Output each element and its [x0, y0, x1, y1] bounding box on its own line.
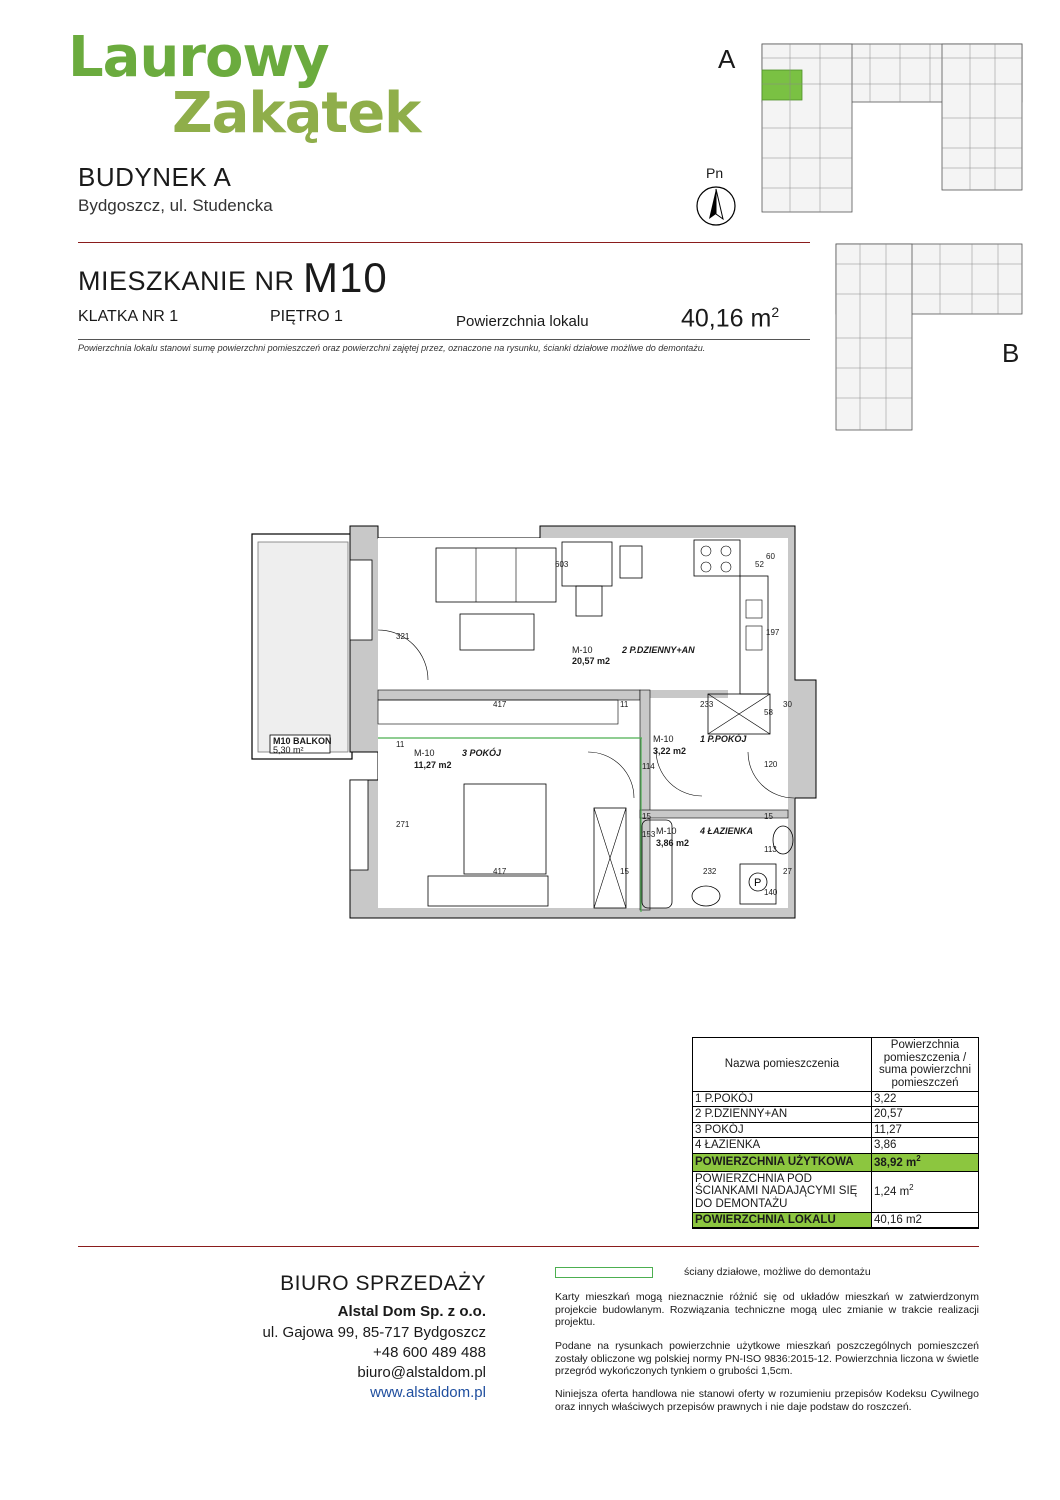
sales-office-address: ul. Gajowa 99, 85-717 Bydgoszcz: [262, 1324, 486, 1341]
room-1-id: M-10: [653, 734, 674, 744]
dimension-label: 58: [764, 708, 773, 717]
usable-area-row: [693, 1154, 979, 1171]
room-area: 3,22: [872, 1091, 979, 1107]
dimension-label: 120: [764, 760, 778, 769]
building-address: Bydgoszcz, ul. Studencka: [78, 196, 273, 215]
room-area: 11,27: [872, 1122, 979, 1138]
svg-text:P: P: [754, 877, 762, 889]
table-header-area: Powierzchnia pomieszczenia / suma powierzchni pomieszczeń: [872, 1038, 979, 1092]
room-name: 4 ŁAZIENKA: [693, 1138, 872, 1154]
dimension-label: 60: [766, 552, 775, 561]
dimension-label: 15: [642, 812, 651, 821]
dimension-label: 11: [620, 700, 629, 709]
dimension-label: 603: [555, 560, 569, 569]
room-1-area: 3,22 m2: [653, 746, 687, 756]
dimension-label: 15: [764, 812, 773, 821]
room-3-id: M-10: [414, 748, 435, 758]
dimension-label: 232: [703, 867, 717, 876]
staircase-number: KLATKA NR 1: [78, 308, 179, 325]
dimension-label: 30: [783, 700, 792, 709]
dimension-label: 114: [642, 762, 655, 771]
room-3-area: 11,27 m2: [414, 760, 452, 770]
table-row: [693, 1122, 979, 1138]
floor-plan: [250, 520, 820, 930]
total-area-row: [693, 1212, 979, 1228]
dimension-label: 140: [764, 888, 778, 897]
walls-area-row: [693, 1171, 979, 1212]
sales-office-email[interactable]: biuro@alstaldom.pl: [357, 1364, 486, 1381]
sales-office-title: BIURO SPRZEDAŻY: [280, 1272, 486, 1295]
removable-wall-legend-swatch: [555, 1267, 653, 1278]
sales-office-website-link[interactable]: www.alstaldom.pl: [370, 1384, 486, 1401]
room-name: 2 P.DZIENNY+AN: [693, 1107, 872, 1123]
balcony-area: 5,30 m²: [273, 745, 304, 755]
dimension-label: 321: [396, 632, 410, 641]
area-divider: [78, 339, 810, 340]
area-value: 40,16 $m^2$: [681, 304, 780, 333]
table-row: [693, 1107, 979, 1123]
dimension-label: 417: [493, 867, 507, 876]
room-name: 3 POKÓJ: [693, 1122, 872, 1138]
room-area: 3,86: [872, 1138, 979, 1154]
dimension-label: 417: [493, 700, 507, 709]
dimension-label: 27: [783, 867, 792, 876]
site-plan: [750, 38, 1026, 434]
room-2-id: M-10: [572, 645, 593, 655]
table-row: [693, 1138, 979, 1154]
table-header-name: Nazwa pomieszczenia: [693, 1038, 872, 1092]
dimension-label: 15: [620, 867, 629, 876]
logo-line-1: Laurowy: [68, 25, 329, 90]
area-label: Powierzchnia lokalu: [456, 313, 589, 330]
walls-area-value: 1,24 $m^2$: [872, 1171, 979, 1212]
north-arrow-icon: [694, 184, 738, 228]
room-area: 20,57: [872, 1107, 979, 1123]
walls-area-label: POWIERZCHNIA POD ŚCIANKAMI NADAJĄCYMI SIĘ DO DEMONTAŻU: [693, 1171, 872, 1212]
disclaimer-3: Niniejsza oferta handlowa nie stanowi oferty w rozumieniu przepisów Kodeksu Cywilnego oraz innych właściwych przepisów prawnych i nie daje podstaw do roszczeń.: [555, 1388, 979, 1413]
dimension-label: 113: [764, 845, 777, 854]
logo-line-2: Zakątek: [172, 81, 421, 146]
building-a-label: A: [718, 44, 736, 74]
header-divider: [78, 242, 810, 243]
apartment-number: M10: [303, 254, 388, 301]
table-row: [693, 1091, 979, 1107]
footer-divider: [78, 1246, 979, 1247]
building-b-label: B: [1002, 338, 1020, 368]
room-1-name: 1 P.POKÓJ: [700, 734, 747, 744]
disclaimer-2: Podane na rysunkach powierzchnie użytkowe mieszkań poszczególnych pomieszczeń zostały obliczone wg polskiej normy PN-ISO 9836:2015-12. Powierzchnia liczona w świetle przegród wykończonych tynkiem o grubości 1,5cm.: [555, 1340, 979, 1377]
dimension-label: 11: [396, 740, 405, 749]
usable-area-label: POWIERZCHNIA UŻYTKOWA: [693, 1154, 872, 1171]
area-note: Powierzchnia lokalu stanowi sumę powierzchni pomieszczeń oraz powierzchni zajętej przez, oznaczone na rysunku, ścianki działowe możliwe do demontażu.: [78, 343, 706, 353]
room-2-name: 2 P.DZIENNY+AN: [622, 645, 695, 655]
dimension-label: 197: [766, 628, 780, 637]
total-area-label: POWIERZCHNIA LOKALU: [693, 1212, 872, 1228]
room-4-id: M-10: [656, 826, 677, 836]
removable-wall-legend: ściany działowe, możliwe do demontażu: [684, 1266, 871, 1278]
room-4-name: 4 ŁAZIENKA: [700, 826, 754, 836]
dimension-label: 52: [755, 560, 764, 569]
sales-office-company: Alstal Dom Sp. z o.o.: [337, 1303, 486, 1320]
dimension-label: 233: [700, 700, 714, 709]
room-4-area: 3,86 m2: [656, 838, 690, 848]
disclaimer-1: Karty mieszkań mogą nieznacznie różnić się od układów mieszkań w zatwierdzonym projekcie budowlanym. Rozwiązania techniczne mogą ulec zmianie w trakcie realizacji projektu.: [555, 1291, 979, 1328]
dimension-label: 271: [396, 820, 410, 829]
room-2-area: 20,57 m2: [572, 656, 611, 666]
room-area-table: [692, 1037, 979, 1229]
usable-area-value: 38,92 $m^2$: [872, 1154, 979, 1171]
north-label: Pn: [706, 165, 724, 181]
room-name: 1 P.POKÓJ: [693, 1091, 872, 1107]
building-title: BUDYNEK A: [78, 162, 232, 192]
total-area-value: 40,16 m2: [872, 1212, 979, 1228]
floor-number: PIĘTRO 1: [270, 308, 343, 325]
apartment-label: MIESZKANIE NR: [78, 266, 295, 296]
room-3-name: 3 POKÓJ: [462, 748, 502, 758]
sales-office-phone[interactable]: +48 600 489 488: [372, 1344, 486, 1361]
dimension-label: 153: [642, 830, 656, 839]
balcony-name: M10 BALKON: [273, 736, 332, 746]
